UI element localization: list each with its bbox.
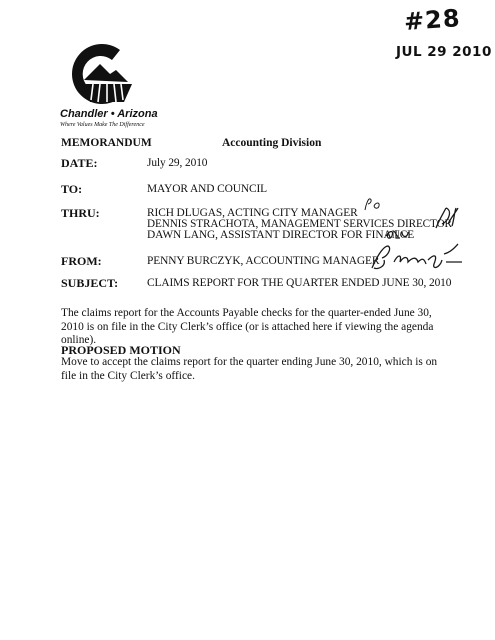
accounting-manager-signature	[368, 242, 464, 274]
claims-report-paragraph: The claims report for the Accounts Payable checks for the quarter-ended June 30, 2010 is on file in the City Clerk’s office (or is attached here if viewing the agenda online).	[61, 307, 434, 346]
to-label: TO:	[61, 182, 83, 196]
city-logo	[58, 40, 142, 106]
handwritten-item-number: #28	[403, 4, 462, 36]
initials-ds-signature	[432, 204, 460, 232]
thru-label: THRU:	[61, 206, 100, 220]
to-value: MAYOR AND COUNCIL	[147, 183, 268, 195]
logo-tagline: Where Values Make The Difference	[60, 122, 145, 128]
proposed-motion-heading: PROPOSED MOTION	[61, 343, 181, 357]
received-date-stamp: JUL 29 2010	[396, 44, 492, 60]
chandler-logo-icon	[58, 40, 142, 106]
from-label: FROM:	[61, 254, 102, 268]
logo-name: Chandler • Arizona	[60, 108, 158, 120]
initials-dl-signature	[384, 226, 410, 242]
proposed-motion-text: Move to accept the claims report for the quarter ending June 30, 2010, which is on file in the City Clerk’s office.	[61, 356, 438, 382]
subject-value: CLAIMS REPORT FOR THE QUARTER ENDED JUNE 30, 2010	[147, 277, 452, 289]
thru-line-2: DENNIS STRACHOTA, MANAGEMENT SERVICES DIRECTOR	[147, 218, 452, 230]
date-value: July 29, 2010	[147, 157, 208, 169]
date-label: DATE:	[61, 156, 98, 170]
initials-rd-signature	[362, 196, 384, 214]
from-value: PENNY BURCZYK, ACCOUNTING MANAGER	[147, 255, 380, 267]
memo-label: MEMORANDUM	[61, 137, 152, 149]
division-name: Accounting Division	[222, 137, 322, 149]
thru-line-3: DAWN LANG, ASSISTANT DIRECTOR FOR FINANCE	[147, 229, 415, 241]
thru-line-1: RICH DLUGAS, ACTING CITY MANAGER	[147, 207, 358, 219]
subject-label: SUBJECT:	[61, 276, 119, 290]
